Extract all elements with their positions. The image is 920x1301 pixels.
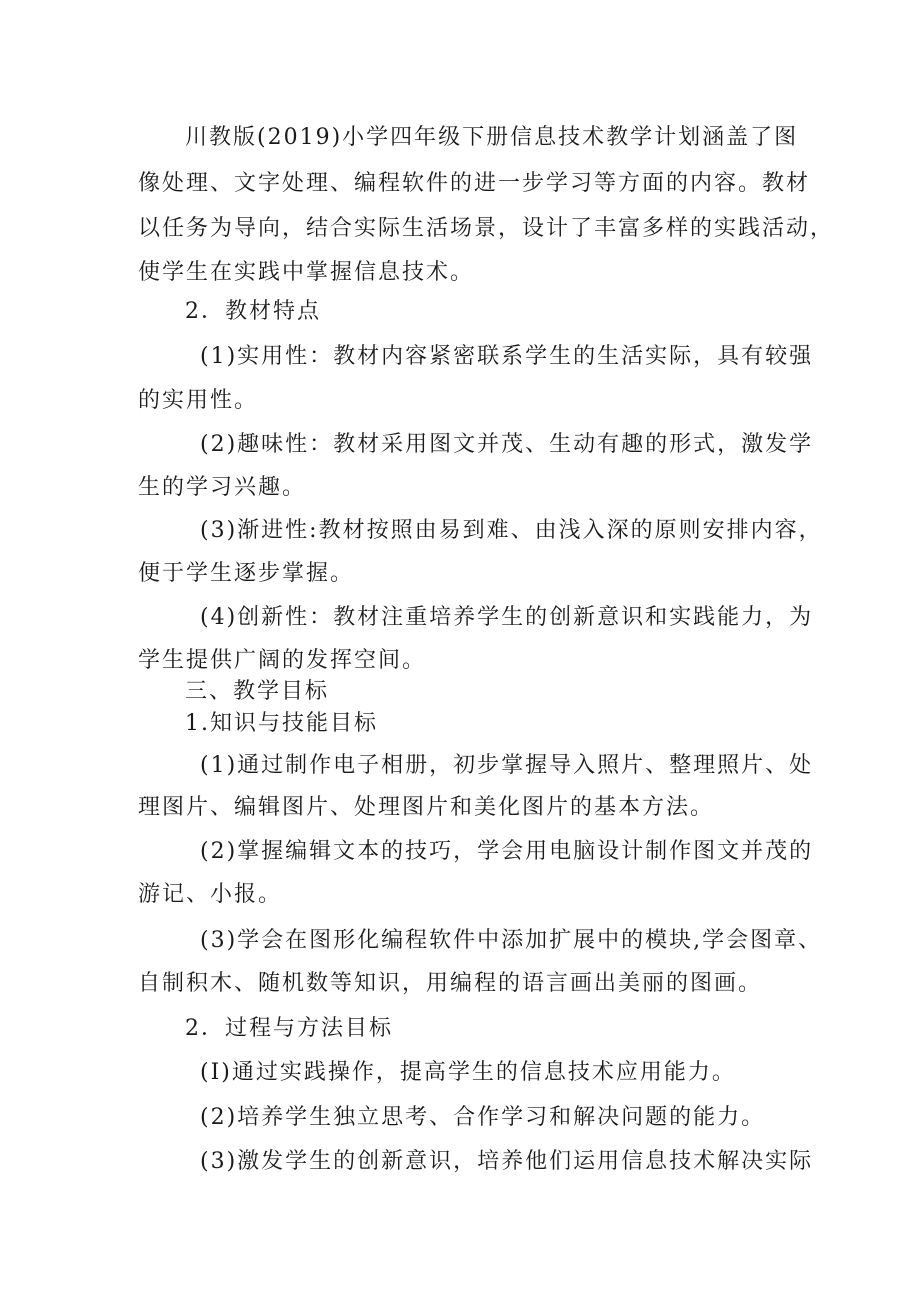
knowledge-goal-2-line-2: 游记、小报。 <box>138 882 283 907</box>
subheading-knowledge-skills: 1.知识与技能目标 <box>185 711 378 736</box>
feature-interest-line-1: (2)趣味性：教材采用图文并茂、生动有趣的形式，激发学 <box>200 432 814 457</box>
knowledge-goal-3-line-2: 自制积木、随机数等知识，用编程的语言画出美丽的图画。 <box>138 971 763 996</box>
feature-practicality-line-1: (1)实用性：教材内容紧密联系学生的生活实际，具有较强 <box>200 344 814 369</box>
subheading-process-methods: 2．过程与方法目标 <box>185 1016 393 1041</box>
knowledge-goal-2-line-1: (2)掌握编辑文本的技巧，学会用电脑设计制作图文并茂的 <box>200 839 814 864</box>
intro-paragraph-line-1: 川教版(2019)小学四年级下册信息技术教学计划涵盖了图 <box>185 125 799 150</box>
intro-paragraph-line-3: 以任务为导向，结合实际生活场景，设计了丰富多样的实践活动， <box>138 216 835 241</box>
intro-paragraph-line-4: 使学生在实践中掌握信息技术。 <box>138 260 475 285</box>
process-goal-1: (I)通过实践操作，提高学生的信息技术应用能力。 <box>200 1060 736 1085</box>
feature-progressive-line-1: (3)渐进性:教材按照由易到难、由浅入深的原则安排内容， <box>200 518 823 543</box>
knowledge-goal-1-line-2: 理图片、编辑图片、处理图片和美化图片的基本方法。 <box>138 795 715 820</box>
section-heading-teaching-goals: 三、教学目标 <box>185 679 330 704</box>
feature-practicality-line-2: 的实用性。 <box>138 388 259 413</box>
feature-innovation-line-1: (4)创新性：教材注重培养学生的创新意识和实践能力，为 <box>200 605 814 630</box>
process-goal-2: (2)培养学生独立思考、合作学习和解决问题的能力。 <box>200 1105 766 1130</box>
process-goal-3-line-1: (3)激发学生的创新意识，培养他们运用信息技术解决实际 <box>200 1149 814 1174</box>
knowledge-goal-3-line-1: (3)学会在图形化编程软件中添加扩展中的模块,学会图章、 <box>200 928 823 953</box>
feature-progressive-line-2: 便于学生逐步掌握。 <box>138 561 355 586</box>
intro-paragraph-line-2: 像处理、文字处理、编程软件的进一步学习等方面的内容。教材 <box>138 171 811 196</box>
feature-innovation-line-2: 学生提供广阔的发挥空间。 <box>138 648 427 673</box>
knowledge-goal-1-line-1: (1)通过制作电子相册，初步掌握导入照片、整理照片、处 <box>200 753 814 778</box>
section-heading-textbook-features: 2．教材特点 <box>185 299 321 324</box>
feature-interest-line-2: 生的学习兴趣。 <box>138 475 307 500</box>
